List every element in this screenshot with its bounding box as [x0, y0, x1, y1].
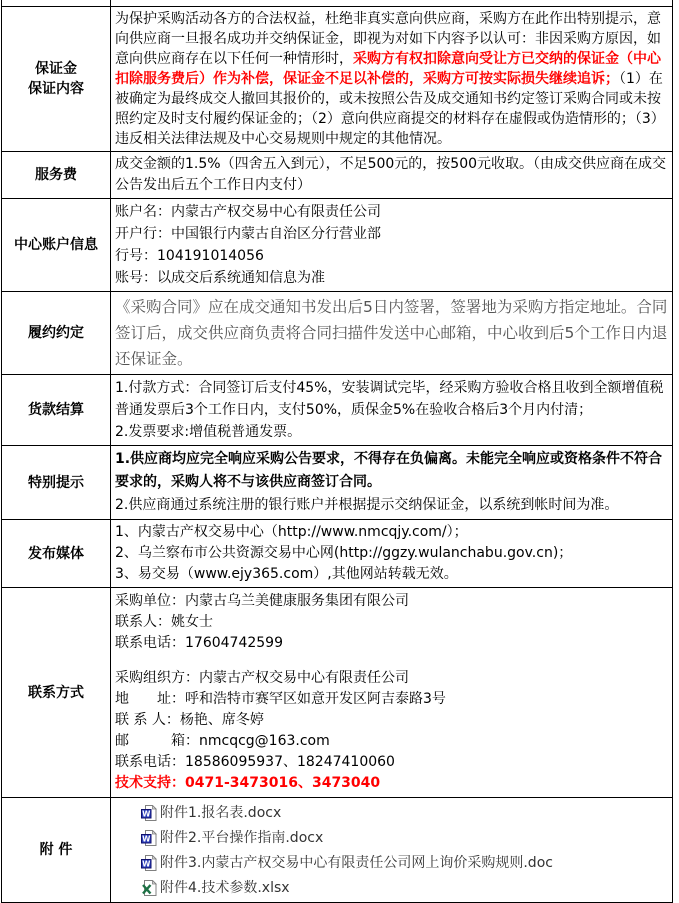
text-paragraph: [115, 9, 668, 149]
table-row-lvyue: [2, 292, 673, 375]
row-content-fujian: [111, 798, 673, 903]
row-label-line: 中心账户信息: [14, 237, 98, 253]
row-label-line: 服务费: [35, 167, 77, 183]
row-label-tebie: [2, 446, 111, 520]
notice-table-sheet: [1, 0, 673, 903]
row-label-fabu: [2, 520, 111, 588]
text-paragraph: [115, 494, 668, 517]
row-label-line: 保证内容: [28, 81, 84, 97]
text-segment: 2、乌兰察布市公共资源交易中心网(http://ggzy.wulanchabu.gov.cn)；: [115, 545, 573, 561]
text-paragraph: [115, 154, 668, 196]
text-paragraph: [115, 543, 668, 564]
text-paragraph: [115, 564, 668, 585]
text-paragraph: [115, 633, 668, 654]
word-doc-icon: [141, 805, 157, 821]
text-segment: 联系电话：17604742599: [115, 635, 283, 651]
text-paragraph: [115, 223, 668, 245]
row-content-lianxi: [111, 588, 673, 798]
text-paragraph: [115, 710, 668, 731]
text-segment: 1.付款方式：合同签订后支付45%，安装调试完毕，经采购方验收合格且收到全额增值税普通发票后3个工作日内，支付50%，质保金5%在验收合格后3个月内付清；: [115, 380, 664, 418]
text-segment: （1）在被确定为最终成交人撤回其报价的，或未按照公告及成交通知书约定签订采购合同或未按照约定及时支付履约保证金的；（2）意向供应商提交的材料存在虚假或伪造情形的；（3）违反相关法律法规及中心交易规则中规定的其他情况。: [115, 71, 665, 147]
word-doc-icon: [141, 855, 157, 871]
text-segment: 账户名：内蒙古产权交易中心有限责任公司: [115, 204, 381, 220]
text-paragraph: [115, 668, 668, 689]
text-segment: 3、易交易（www.ejy365.com）,其他网站转载无效。: [115, 566, 458, 582]
row-content-fabu: [111, 520, 673, 588]
row-content-zhongxin: [111, 199, 673, 292]
text-segment: 采购单位：内蒙古乌兰美健康服务集团有限公司: [115, 593, 409, 609]
text-segment: 账号：以成交后系统通知信息为准: [115, 270, 325, 286]
table-row-huokuan: [2, 375, 673, 446]
text-segment-red-bold: 采购方有权扣除意向受让方已交纳的保证金（中心扣除服务费后）作为补偿，保证金不足以补偿的，采购方可按实际损失继续追诉；: [115, 51, 661, 87]
row-label-line: 保证金: [35, 61, 77, 77]
table-row-baozhengjin: [2, 7, 673, 152]
text-paragraph: [115, 773, 668, 794]
row-label-line: 联系方式: [28, 684, 84, 701]
word-doc-icon: [141, 830, 157, 846]
text-paragraph: [115, 201, 668, 223]
text-paragraph: [115, 591, 668, 612]
text-paragraph: [115, 522, 668, 543]
text-segment: 联 系 人：杨艳、席冬婷: [115, 712, 264, 728]
text-segment: 2.发票要求:增值税普通发票。: [115, 424, 302, 440]
text-segment: 开户行：中国银行内蒙古自治区分行营业部: [115, 226, 381, 242]
text-paragraph: [115, 731, 668, 752]
table-row-fujian: [2, 798, 673, 903]
text-paragraph: [115, 377, 668, 421]
svg-text:W: W: [142, 858, 151, 868]
row-label-fujian: [2, 798, 111, 903]
row-label-line: 履约约定: [28, 325, 84, 341]
row-content-lvyue: [111, 292, 673, 375]
text-paragraph: [115, 421, 668, 443]
row-label-zhongxin: [2, 199, 111, 292]
text-paragraph: [115, 612, 668, 633]
text-segment: 联系电话：18586095937、18247410060: [115, 754, 395, 770]
attachment-label: 附件1.报名表.docx: [160, 804, 282, 821]
table-row-zhongxin: [2, 199, 673, 292]
text-paragraph: [115, 294, 668, 372]
row-label-line: 货款结算: [28, 402, 84, 418]
svg-text:W: W: [142, 808, 151, 818]
table-row-fabu: [2, 520, 673, 588]
text-segment: 采购组织方：内蒙古产权交易中心有限责任公司: [115, 670, 409, 686]
attachment-label: 附件2.平台操作指南.docx: [160, 829, 324, 846]
blank-line: [115, 654, 668, 668]
text-segment: 2.供应商通过系统注册的银行账户并根据提示交纳保证金，以系统到帐时间为准。: [115, 497, 619, 513]
notice-table: [1, 6, 673, 903]
text-segment: 《采购合同》应在成交通知书发出后5日内签署，签署地为采购方指定地址。合同签订后，成交供应商负责将合同扫描件发送中心邮箱，中心收到后5个工作日内退还保证金。: [115, 298, 668, 368]
attachment-label: 附件4.技术参数.xlsx: [160, 879, 290, 896]
attachment-label: 附件3.内蒙古产权交易中心有限责任公司网上询价采购规则.doc: [160, 854, 553, 871]
row-content-tebie: [111, 446, 673, 520]
text-segment: 1、内蒙古产权交易中心（http://www.nmcqjy.com/）；: [115, 524, 468, 540]
row-label-baozhengjin: [2, 7, 111, 152]
column-divider: [110, 0, 111, 6]
row-content-baozhengjin: [111, 7, 673, 152]
table-top-partial-row: [1, 0, 673, 6]
attachment-link[interactable]: [115, 800, 668, 825]
text-segment-bold: 1.供应商均应完全响应采购公告要求，不得存在负偏离。未能完全响应或资格条件不符合要求的，采购人将不与该供应商签订合同。: [115, 451, 663, 490]
attachment-link[interactable]: [115, 825, 668, 850]
text-paragraph: [115, 267, 668, 289]
text-paragraph: [115, 689, 668, 710]
attachment-link[interactable]: [115, 875, 668, 900]
row-content-fuwufei: [111, 152, 673, 199]
text-segment: 联系人：姚女士: [115, 614, 213, 630]
text-segment: 成交金额的1.5%（四舍五入到元），不足500元的，按500元收取。（由成交供应商在成交公告发出后五个工作日内支付）: [115, 156, 667, 193]
table-row-lianxi: [2, 588, 673, 798]
attachment-link[interactable]: [115, 850, 668, 875]
text-paragraph: [115, 245, 668, 267]
table-row-fuwufei: [2, 152, 673, 199]
text-segment: 地 址：呼和浩特市赛罕区如意开发区阿吉泰路3号: [115, 691, 446, 707]
svg-text:W: W: [142, 833, 151, 843]
table-row-tebie: [2, 446, 673, 520]
row-label-lvyue: [2, 292, 111, 375]
row-content-huokuan: [111, 375, 673, 446]
text-segment-red-bold: 技术支持：0471-3473016、3473040: [115, 775, 381, 791]
row-label-line: 附 件: [39, 842, 73, 858]
row-label-fuwufei: [2, 152, 111, 199]
text-segment: 为保护采购活动各方的合法权益，杜绝非真实意向供应商，采购方在此作出特别提示，意向供应商一旦报名成功并交纳保证金，即视为对如下内容予以认可：非因采购方原因，如意向供应商存在以下任何一种情形时，: [115, 11, 661, 67]
row-label-huokuan: [2, 375, 111, 446]
row-label-line: 发布媒体: [28, 545, 84, 562]
text-paragraph: [115, 752, 668, 773]
text-segment: 邮 箱：nmcqcg@163.com: [115, 733, 330, 749]
row-label-line: 特别提示: [28, 474, 84, 491]
row-label-lianxi: [2, 588, 111, 798]
text-paragraph: [115, 448, 668, 494]
text-segment: 行号：104191014056: [115, 248, 264, 264]
